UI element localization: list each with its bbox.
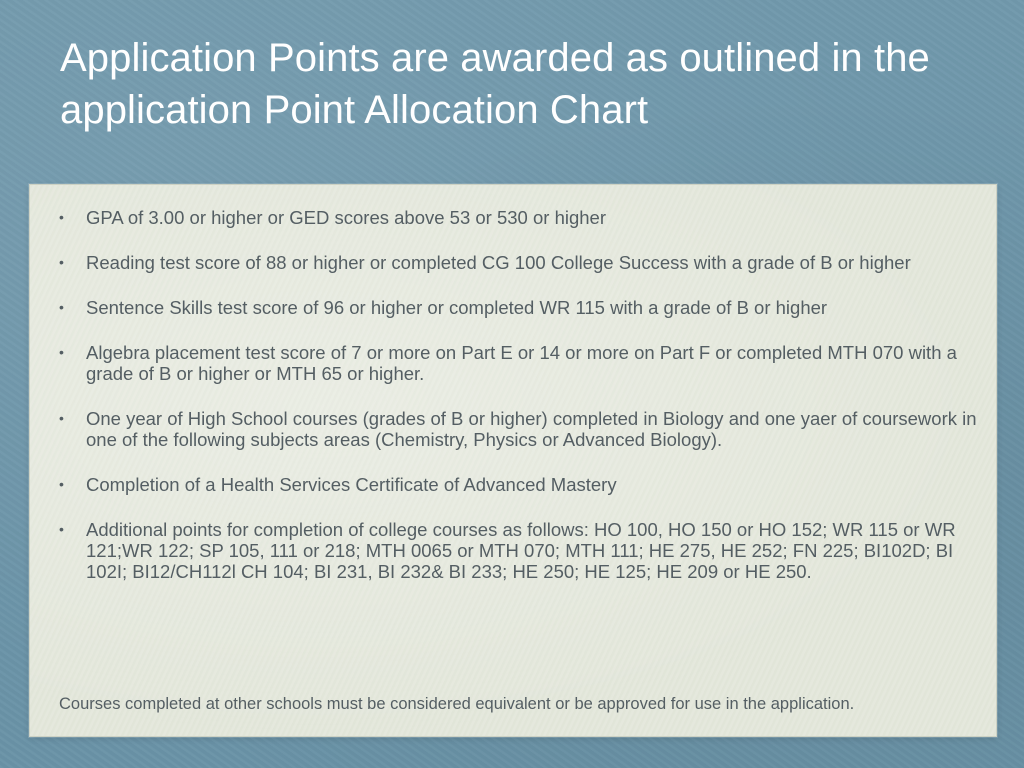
bullet-icon: • [59, 254, 64, 270]
list-item-text: Sentence Skills test score of 96 or higher or completed WR 115 with a grade of B or higher [86, 297, 828, 318]
list-item-reading [59, 252, 989, 273]
list-item-high-school [59, 408, 989, 450]
slide-title: Application Points are awarded as outlined in the application Point Allocation Chart [60, 36, 930, 132]
bullet-icon: • [59, 476, 64, 492]
list-item-text: One year of High School courses (grades of B or higher) completed in Biology and one yaer of coursework in one of the following subjects areas (Chemistry, Physics or Advanced Biology). [86, 408, 977, 450]
list-item-text: GPA of 3.00 or higher or GED scores above 53 or 530 or higher [86, 207, 607, 228]
bullet-icon: • [59, 209, 64, 225]
bullet-icon: • [59, 344, 64, 360]
footnote: Courses completed at other schools must be considered equivalent or be approved for use in the application. [59, 695, 855, 713]
requirements-list [59, 207, 989, 606]
list-item-algebra [59, 342, 989, 384]
list-item-health-certificate [59, 474, 989, 495]
bullet-icon: • [59, 299, 64, 315]
bullet-icon: • [59, 410, 64, 426]
list-item-college-courses [59, 519, 989, 582]
list-item-gpa [59, 207, 989, 228]
list-item-text: Algebra placement test score of 7 or more on Part E or 14 or more on Part F or completed MTH 070 with a grade of B or higher or MTH 65 or higher. [86, 342, 957, 384]
bullet-icon: • [59, 521, 64, 537]
list-item-sentence-skills [59, 297, 989, 318]
list-item-text: Reading test score of 88 or higher or completed CG 100 College Success with a grade of B or higher [86, 252, 911, 273]
content-panel [29, 184, 997, 737]
list-item-text: Additional points for completion of college courses as follows: HO 100, HO 150 or HO 152; WR 115 or WR 121;WR 122; SP 105, 111 or 218; MTH 0065 or MTH 070; MTH 111; HE 275, HE 252; FN 225; BI102D; BI 102I; BI12/CH112l CH 104; BI 231, BI 232& BI 233; HE 250; HE 125; HE 209 or HE 250. [86, 519, 956, 582]
list-item-text: Completion of a Health Services Certificate of Advanced Mastery [86, 474, 617, 495]
